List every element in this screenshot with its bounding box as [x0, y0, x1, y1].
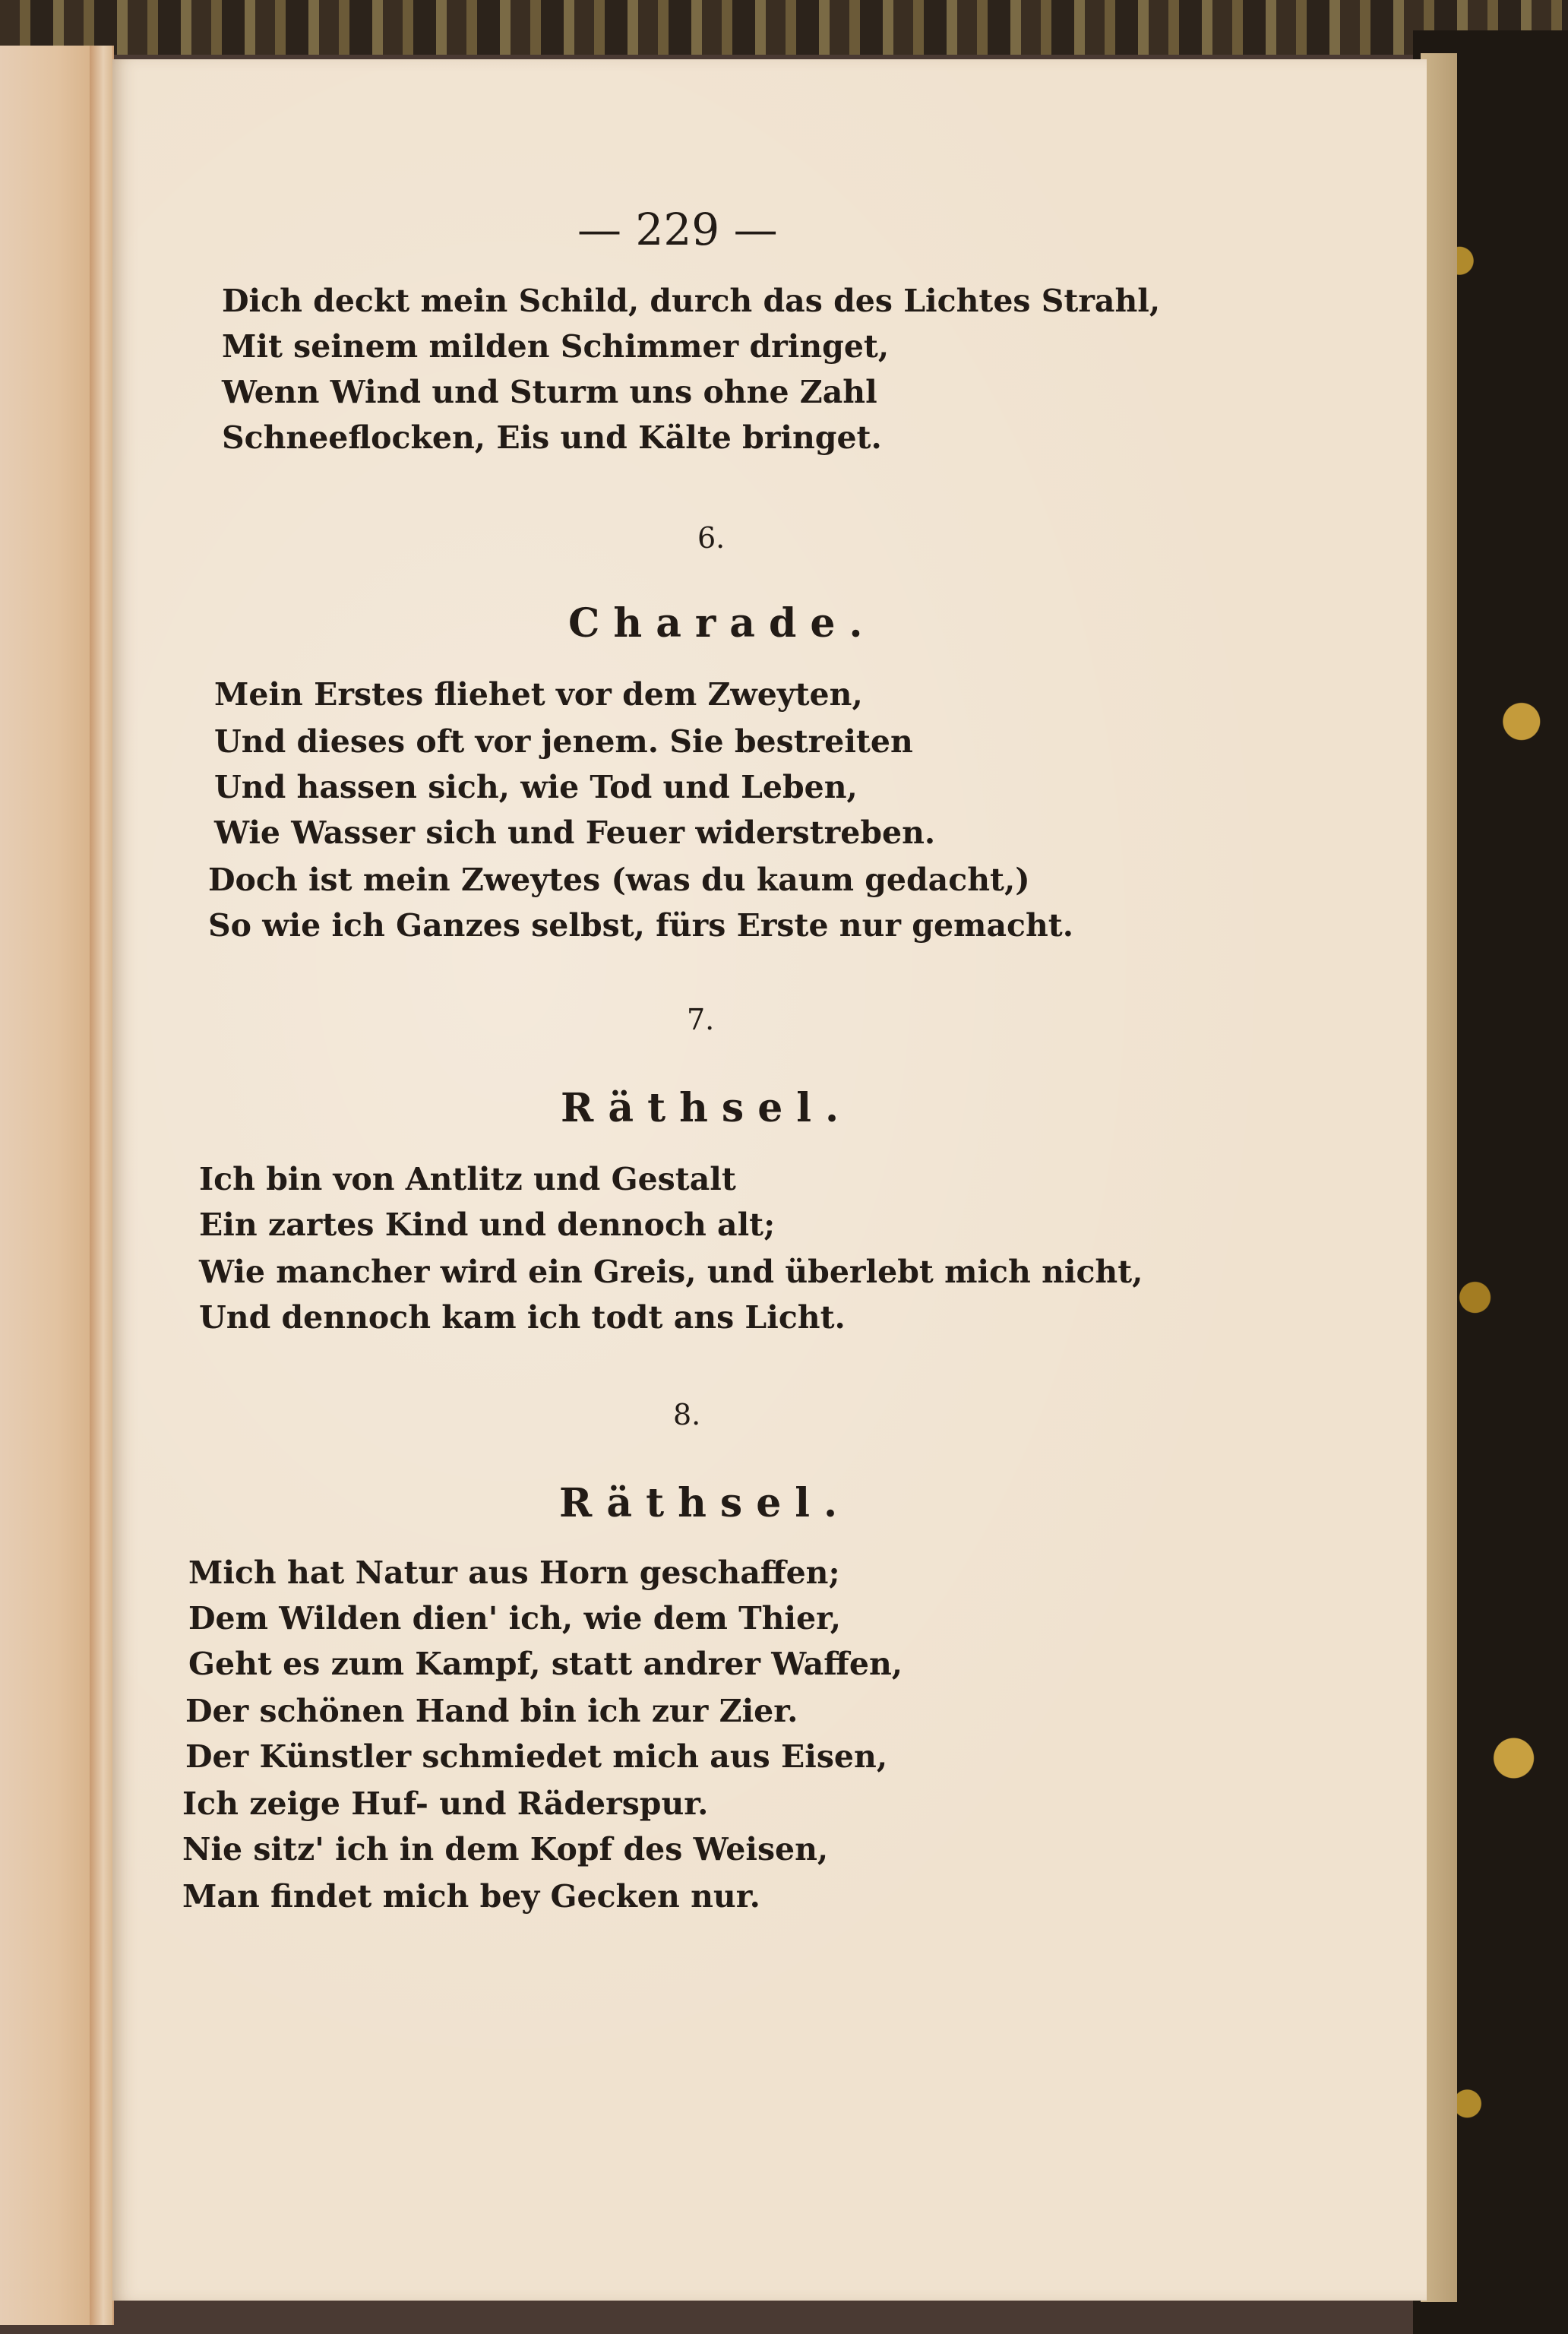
verse-line: Mit seinem milden Schimmer dringet,	[222, 328, 890, 365]
verse-line: Doch ist mein Zweytes (was du kaum gedacht,)	[208, 862, 1030, 898]
section-title: Räthsel.	[559, 1480, 852, 1526]
verse-line: Dem Wilden dien' ich, wie dem Thier,	[188, 1600, 841, 1637]
verse-line: Geht es zum Kampf, statt andrer Waffen,	[188, 1646, 903, 1682]
verse-line: So wie ich Ganzes selbst, fürs Erste nur gemacht.	[208, 907, 1073, 944]
verse-line: Ich zeige Huf- und Räderspur.	[182, 1785, 709, 1822]
section-number: 7.	[687, 1003, 715, 1036]
verse-line: Schneeflocken, Eis und Kälte bringet.	[222, 419, 882, 456]
verse-line: Der schönen Hand bin ich zur Zier.	[185, 1693, 798, 1729]
verse-line: Dich deckt mein Schild, durch das des Lichtes Strahl,	[222, 283, 1161, 319]
page-number: — 229 —	[577, 204, 778, 255]
verse-line: Der Künstler schmiedet mich aus Eisen,	[185, 1738, 888, 1775]
verse-line: Mich hat Natur aus Horn geschaffen;	[188, 1554, 840, 1591]
section-number: 6.	[697, 521, 726, 555]
verse-line: Wie mancher wird ein Greis, und überlebt mich nicht,	[199, 1254, 1143, 1290]
verse-line: Man findet mich bey Gecken nur.	[182, 1878, 760, 1915]
section-title: Räthsel.	[561, 1085, 853, 1131]
verse-line: Und dennoch kam ich todt ans Licht.	[199, 1299, 846, 1336]
verse-line: Wie Wasser sich und Feuer widerstreben.	[214, 814, 936, 851]
verse-line: Nie sitz' ich in dem Kopf des Weisen,	[182, 1831, 829, 1868]
section-number: 8.	[673, 1398, 701, 1431]
verse-line: Und hassen sich, wie Tod und Leben,	[214, 769, 858, 805]
verse-line: Und dieses oft vor jenem. Sie bestreiten	[214, 723, 913, 760]
section-title: Charade.	[568, 600, 877, 647]
verse-line: Ein zartes Kind und dennoch alt;	[199, 1207, 776, 1243]
verse-line: Wenn Wind und Sturm uns ohne Zahl	[222, 374, 877, 410]
verse-line: Mein Erstes fliehet vor dem Zweyten,	[214, 676, 863, 713]
verse-line: Ich bin von Antlitz und Gestalt	[199, 1161, 736, 1197]
